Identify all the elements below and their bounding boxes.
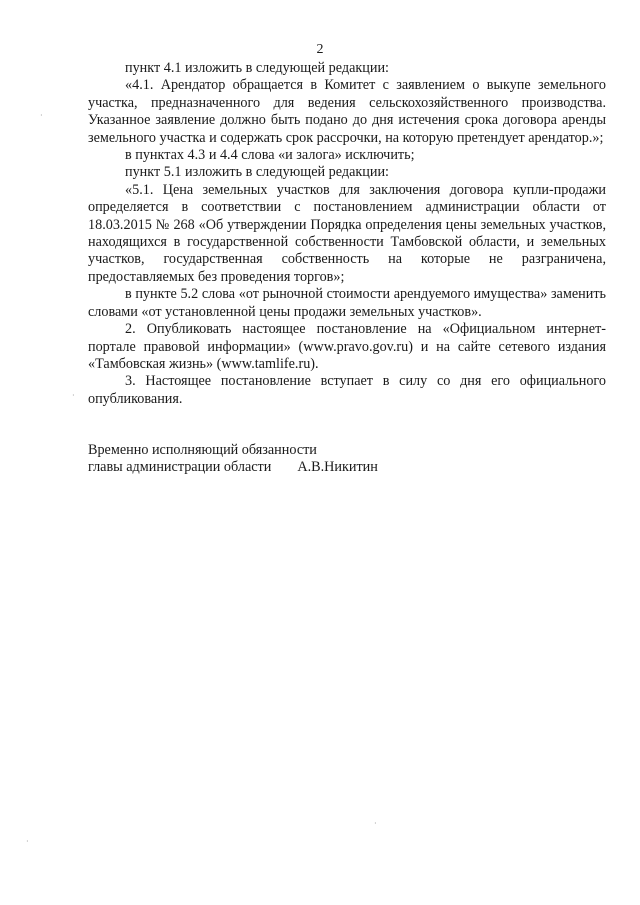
paragraph-clause-5-2: в пункте 5.2 слова «от рыночной стоимости арендуемого имущества» заменить словами «от установленной цены продажи земельных участков». [88, 286, 606, 320]
signature-block [88, 442, 378, 477]
signatory-name: А.В.Никитин [297, 459, 378, 476]
paragraph-effective-date: 3. Настоящее постановление вступает в силу со дня его официального опубликования. [88, 373, 606, 407]
paragraph-clause-4-1-text: «4.1. Арендатор обращается в Комитет с заявлением о выкупе земельного участка, предназначенного для ведения сельскохозяйственного производства. Указанное заявление должно быть подано до дня истечения срока договора аренды земельного участка и содержать срок рассрочки, на которую претендует арендатор.»; [88, 77, 606, 146]
paragraph-publication: 2. Опубликовать настоящее постановление на «Официальном интернет-портале правовой информации» (www.pravo.gov.ru) и на сайте сетевого издания «Тамбовская жизнь» (www.tamlife.ru). [88, 321, 606, 372]
paragraph-clause-4-1-intro: пункт 4.1 изложить в следующей редакции: [125, 60, 389, 76]
paragraph-clauses-4-3-4-4: в пунктах 4.3 и 4.4 слова «и залога» исключить; [125, 147, 415, 164]
page-number: 2 [316, 42, 324, 57]
signature-position-line2 [88, 459, 378, 476]
scan-speck: · [40, 111, 43, 120]
paragraph-clause-5-1-intro: пункт 5.1 изложить в следующей редакции: [125, 164, 389, 181]
scan-speck: · [72, 391, 75, 400]
scan-speck: · [374, 819, 377, 828]
signature-position: главы администрации области [88, 459, 272, 476]
paragraph-clause-5-1-text: «5.1. Цена земельных участков для заключения договора купли-продажи определяется в соответствии с постановлением администрации области от 18.03.2015 № 268 «Об утверждении Порядка определения цены земельных участков, находящихся в государственной собственности Тамбовской области, и земельных участков, государственная собственность на которые не разграничена, предоставляемых без проведения торгов»; [88, 181, 606, 285]
signature-position-line1: Временно исполняющий обязанности [88, 442, 317, 458]
scan-speck: · [26, 837, 29, 846]
document-body [88, 60, 606, 408]
